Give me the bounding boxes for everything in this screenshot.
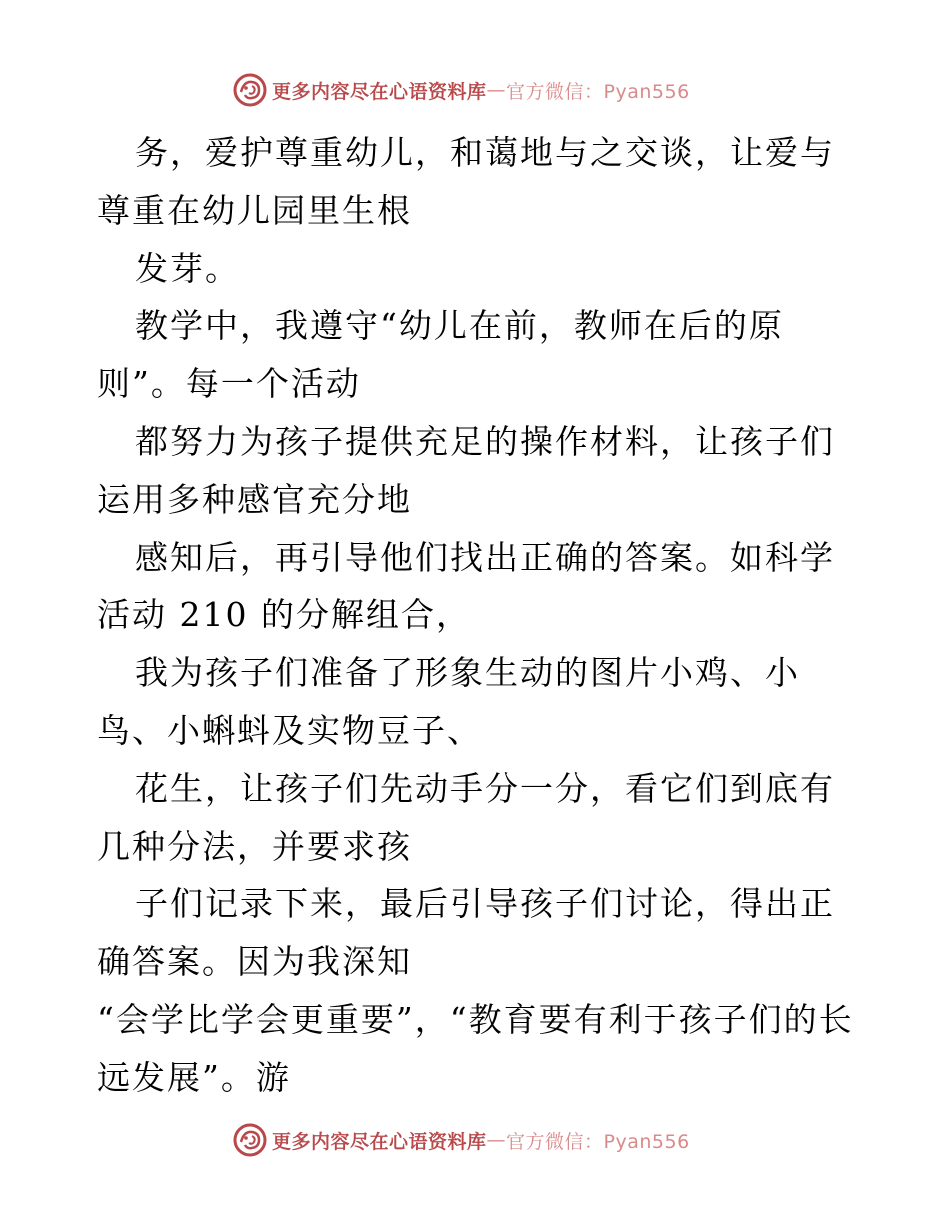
footer-watermark-wechat: 官方微信：Pyan556 (506, 1130, 690, 1153)
header-watermark-text: 更多内容尽在心语资料库 (272, 80, 487, 103)
header-watermark-wechat: 官方微信：Pyan556 (506, 80, 690, 103)
header-watermark-banner (232, 70, 690, 110)
sheep-head-logo-icon (232, 1122, 268, 1158)
paragraph-2: 发芽。 (135, 248, 240, 288)
sheep-head-logo-icon (232, 72, 268, 108)
paragraph-3: 教学中，我遵守“幼儿在前，教师在后的原则”。每一个活动 (97, 306, 784, 404)
footer-watermark-banner (232, 1120, 690, 1160)
footer-watermark-text: 更多内容尽在心语资料库 (272, 1130, 487, 1153)
paragraph-7: 花生，让孩子们先动手分一分，看它们到底有几种分法，并要求孩 (97, 768, 835, 866)
paragraph-4: 都努力为孩子提供充足的操作材料，让孩子们运用多种感官充分地 (97, 421, 835, 519)
paragraph-9: “会学比学会更重要”，“教育要有利于孩子们的长远发展”。游 (97, 999, 854, 1097)
document-body (97, 124, 857, 1107)
paragraph-5: 感知后，再引导他们找出正确的答案。如科学活动 210 的分解组合， (97, 537, 835, 635)
paragraph-6: 我为孩子们准备了形象生动的图片小鸡、小鸟、小蝌蚪及实物豆子、 (97, 653, 800, 750)
header-watermark-dash: — (486, 79, 507, 101)
paragraph-1: 务，爱护尊重幼儿，和蔼地与之交谈，让爱与尊重在幼儿园里生根 (97, 133, 835, 230)
paragraph-8: 子们记录下来，最后引导孩子们讨论，得出正确答案。因为我深知 (97, 884, 835, 982)
footer-watermark-dash: — (486, 1129, 507, 1151)
